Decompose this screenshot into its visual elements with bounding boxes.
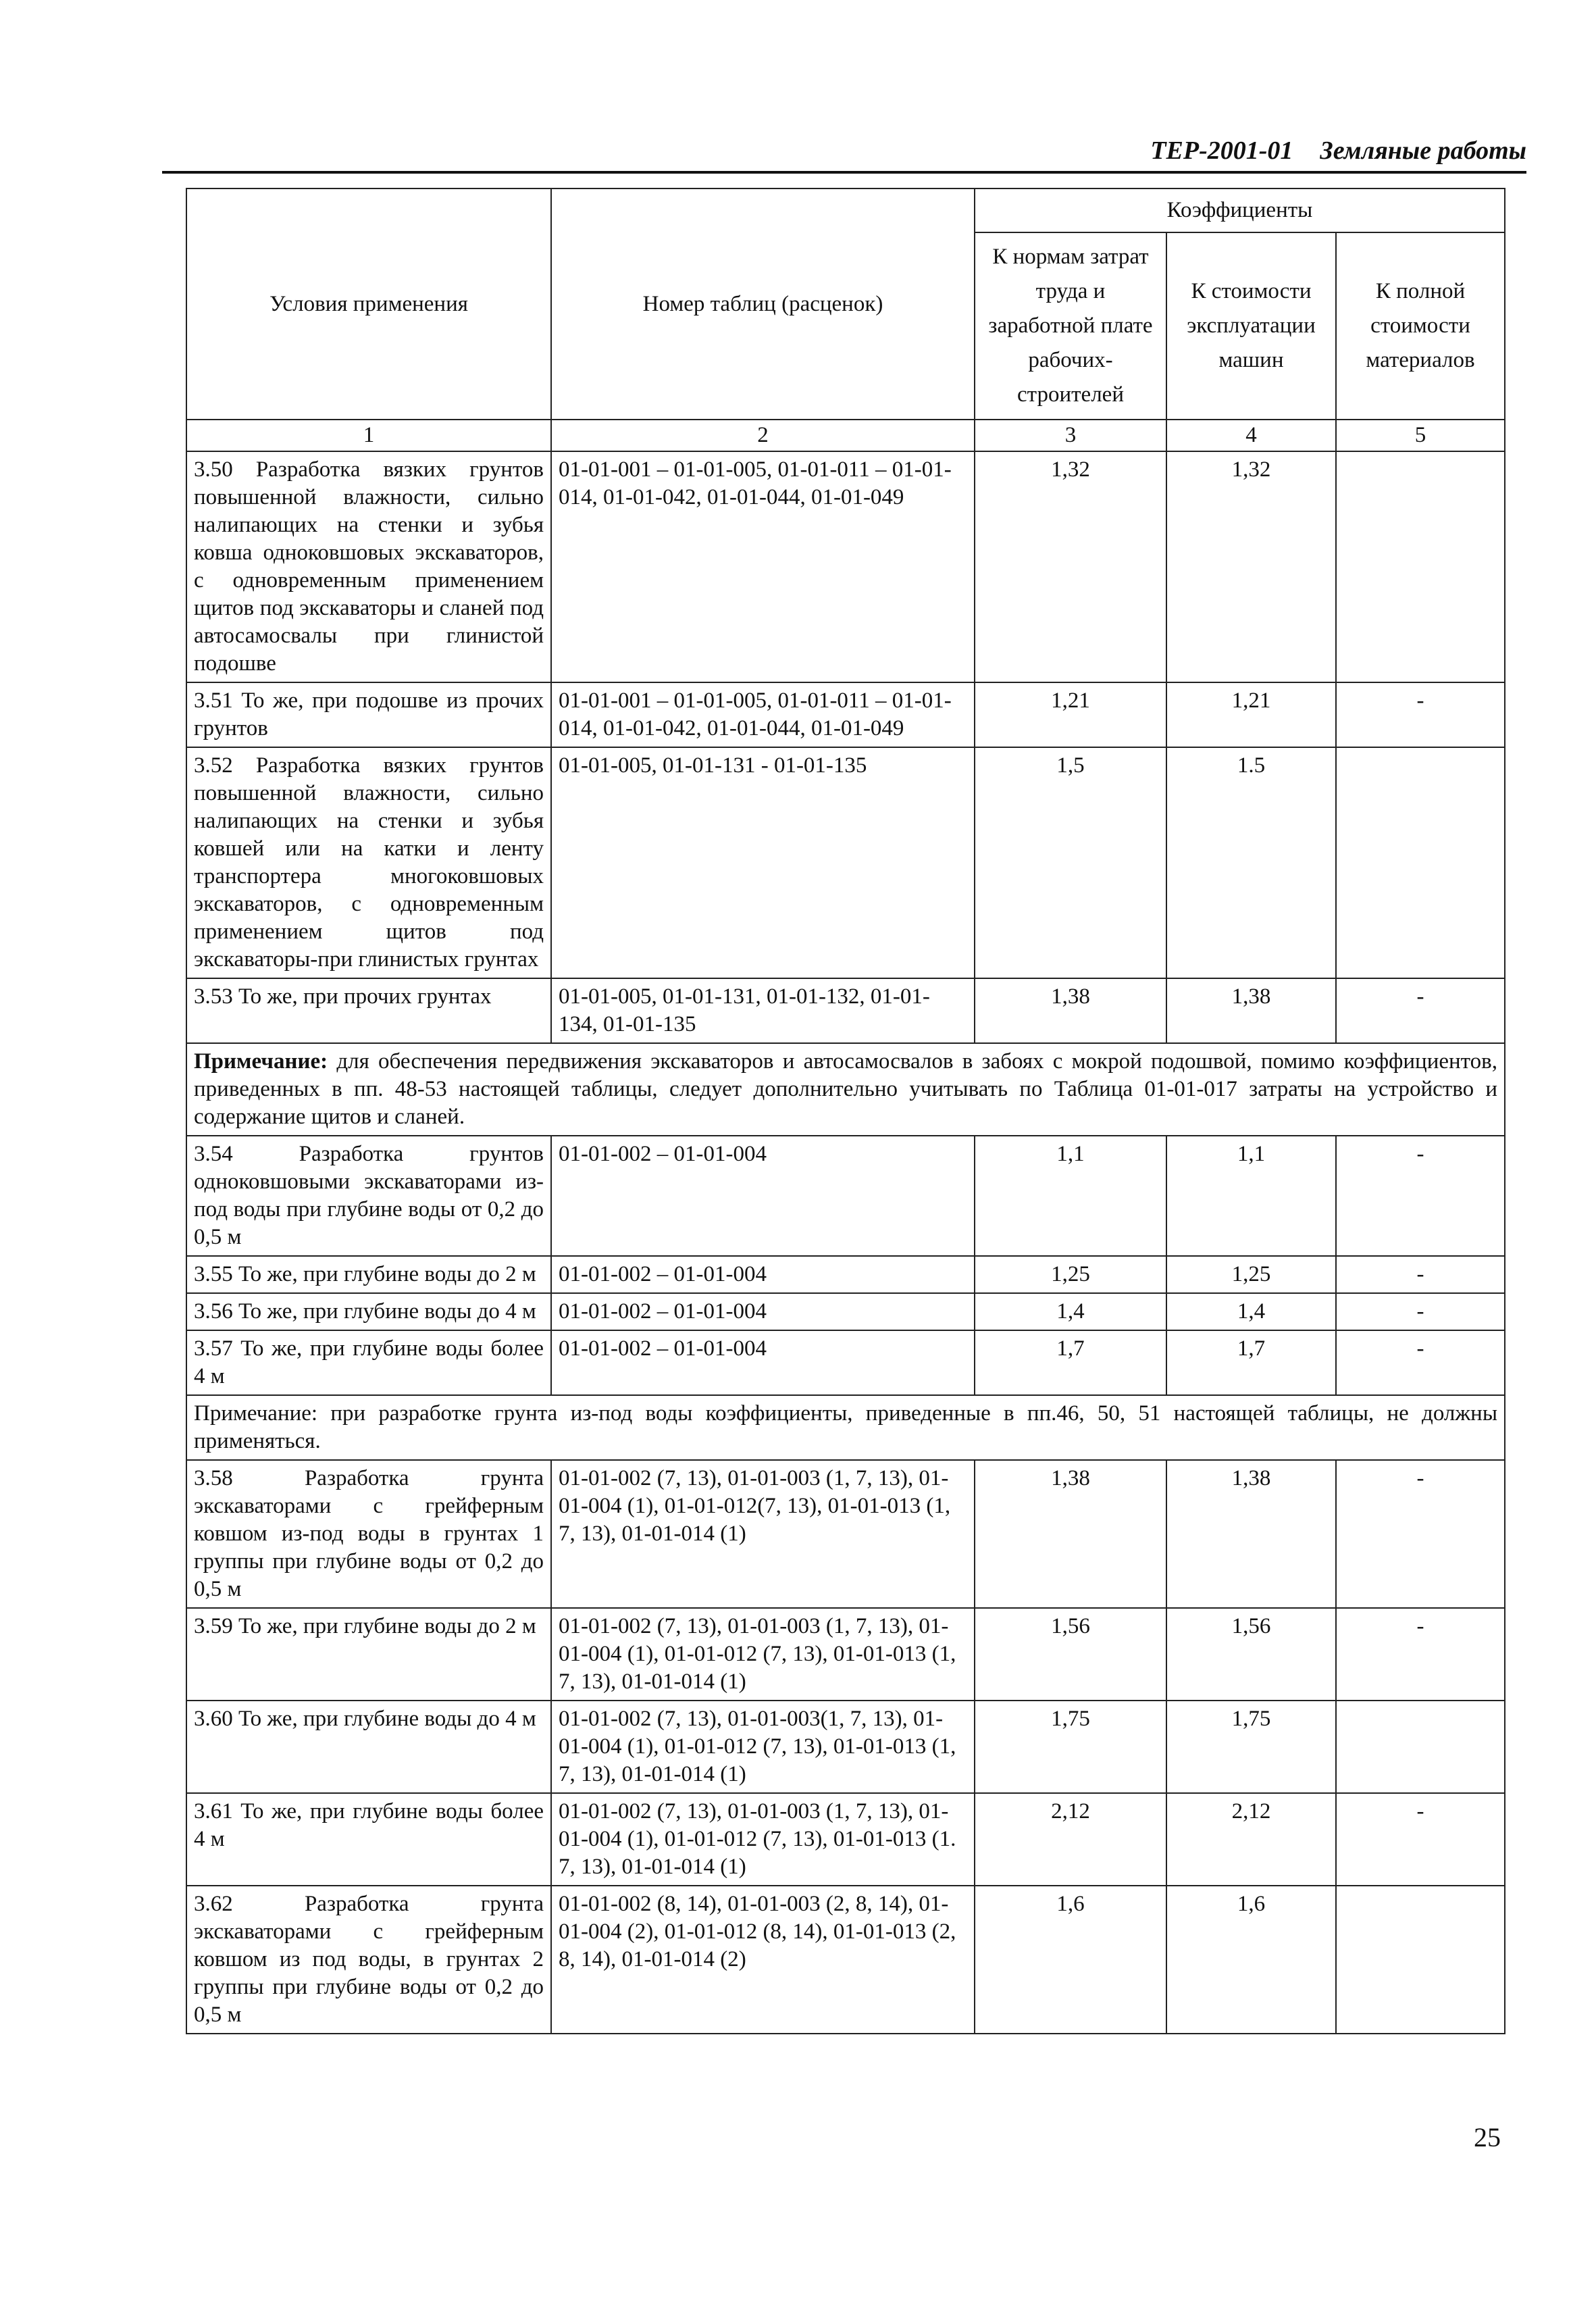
machines-coef-cell: 1,38 — [1166, 1460, 1336, 1608]
machines-coef-cell: 1,6 — [1166, 1886, 1336, 2034]
note-label: Примечание: — [194, 1049, 328, 1074]
labor-coef-cell: 1,25 — [975, 1256, 1166, 1293]
materials-coef-cell: - — [1336, 1293, 1505, 1330]
labor-coef-cell: 1,21 — [975, 682, 1166, 747]
machines-coef-cell: 1,75 — [1166, 1701, 1336, 1793]
materials-coef-cell: - — [1336, 978, 1505, 1043]
materials-coef-cell — [1336, 451, 1505, 682]
condition-cell: 3.62 Разработка грунта экскаваторами с грейферным ковшом из под воды, в грунтах 2 группы при глубине воды от 0,2 до 0,5 м — [186, 1886, 551, 2034]
condition-cell: 3.58 Разработка грунта экскаваторами с грейферным ковшом из-под воды в грунтах 1 группы при глубине воды от 0,2 до 0,5 м — [186, 1460, 551, 1608]
tables-cell: 01-01-001 – 01-01-005, 01-01-011 – 01-01-014, 01-01-042, 01-01-044, 01-01-049 — [551, 451, 975, 682]
labor-coef-cell: 2,12 — [975, 1793, 1166, 1886]
note-row — [186, 1043, 1505, 1136]
labor-coef-cell: 1,38 — [975, 1460, 1166, 1608]
document-code: ТЕР-2001-01 — [1150, 136, 1293, 165]
column-number: 4 — [1166, 420, 1336, 451]
coefficients-table — [186, 188, 1505, 2034]
header-rule — [162, 171, 1526, 174]
materials-coef-cell: - — [1336, 682, 1505, 747]
note-text: для обеспечения передвижения экскаваторов и автосамосвалов в забоях с мокрой подошвой, помимо коэффициентов, приведенных в пп. 48-53 настоящей таблицы, следует дополнительно учитывать по Таблица 01-01-017 затраты на устройство и содержание щитов и сланей. — [194, 1049, 1497, 1129]
note-cell — [186, 1395, 1505, 1460]
materials-coef-cell: - — [1336, 1256, 1505, 1293]
tables-cell: 01-01-005, 01-01-131 - 01-01-135 — [551, 747, 975, 978]
materials-coef-cell: - — [1336, 1330, 1505, 1395]
table-row — [186, 1886, 1505, 2034]
machines-coef-cell: 1,4 — [1166, 1293, 1336, 1330]
column-number: 1 — [186, 420, 551, 451]
tables-cell: 01-01-002 (8, 14), 01-01-003 (2, 8, 14), 01-01-004 (2), 01-01-012 (8, 14), 01-01-013 (2, 8, 14), 01-01-014 (2) — [551, 1886, 975, 2034]
tables-cell: 01-01-002 (7, 13), 01-01-003(1, 7, 13), 01-01-004 (1), 01-01-012 (7, 13), 01-01-013 (1, 7, 13), 01-01-014 (1) — [551, 1701, 975, 1793]
table-row — [186, 1701, 1505, 1793]
machines-coef-cell: 1,21 — [1166, 682, 1336, 747]
condition-cell: 3.57 То же, при глубине воды более 4 м — [186, 1330, 551, 1395]
note-row — [186, 1395, 1505, 1460]
labor-coef-cell: 1,38 — [975, 978, 1166, 1043]
header-condition: Условия применения — [186, 188, 551, 420]
table-row — [186, 1136, 1505, 1256]
table-row — [186, 1330, 1505, 1395]
materials-coef-cell: - — [1336, 1136, 1505, 1256]
header-materials: К полной стоимости материалов — [1336, 232, 1505, 420]
condition-cell: 3.51 То же, при подошве из прочих грунтов — [186, 682, 551, 747]
materials-coef-cell: - — [1336, 1460, 1505, 1608]
machines-coef-cell: 1,7 — [1166, 1330, 1336, 1395]
labor-coef-cell: 1,4 — [975, 1293, 1166, 1330]
table-row — [186, 451, 1505, 682]
materials-coef-cell — [1336, 1701, 1505, 1793]
table-row — [186, 978, 1505, 1043]
machines-coef-cell: 1,1 — [1166, 1136, 1336, 1256]
labor-coef-cell: 1,7 — [975, 1330, 1166, 1395]
header-machines: К стоимости эксплуатации машин — [1166, 232, 1336, 420]
table-row — [186, 747, 1505, 978]
table-row — [186, 1608, 1505, 1701]
condition-cell: 3.55 То же, при глубине воды до 2 м — [186, 1256, 551, 1293]
tables-cell: 01-01-002 (7, 13), 01-01-003 (1, 7, 13), 01-01-004 (1), 01-01-012(7, 13), 01-01-013 (1, 7, 13), 01-01-014 (1) — [551, 1460, 975, 1608]
tables-cell: 01-01-002 (7, 13), 01-01-003 (1, 7, 13), 01-01-004 (1), 01-01-012 (7, 13), 01-01-013 (1, 7, 13), 01-01-014 (1) — [551, 1608, 975, 1701]
labor-coef-cell: 1,1 — [975, 1136, 1166, 1256]
condition-cell: 3.56 То же, при глубине воды до 4 м — [186, 1293, 551, 1330]
column-numbers-row — [186, 420, 1505, 451]
running-title — [1150, 136, 1526, 166]
tables-cell: 01-01-002 – 01-01-004 — [551, 1330, 975, 1395]
machines-coef-cell: 1.5 — [1166, 747, 1336, 978]
column-number: 2 — [551, 420, 975, 451]
materials-coef-cell — [1336, 1886, 1505, 2034]
table-row — [186, 1256, 1505, 1293]
labor-coef-cell: 1,75 — [975, 1701, 1166, 1793]
condition-cell: 3.50 Разработка вязких грунтов повышенной влажности, сильно налипающих на стенки и зубья ковша одноковшовых экскаваторов, с одновременным применением щитов под экскаваторы и сланей под автосамосвалы при глинистой подошве — [186, 451, 551, 682]
table-row — [186, 682, 1505, 747]
machines-coef-cell: 1,38 — [1166, 978, 1336, 1043]
machines-coef-cell: 1,56 — [1166, 1608, 1336, 1701]
materials-coef-cell: - — [1336, 1608, 1505, 1701]
header-table-numbers: Номер таблиц (расценок) — [551, 188, 975, 420]
table-row — [186, 1293, 1505, 1330]
table-row — [186, 1460, 1505, 1608]
condition-cell: 3.61 То же, при глубине воды более 4 м — [186, 1793, 551, 1886]
note-text: Примечание: при разработке грунта из-под воды коэффициенты, приведенные в пп.46, 50, 51 настоящей таблицы, не должны применяться. — [194, 1401, 1497, 1453]
condition-cell: 3.59 То же, при глубине воды до 2 м — [186, 1608, 551, 1701]
labor-coef-cell: 1,6 — [975, 1886, 1166, 2034]
labor-coef-cell: 1,56 — [975, 1608, 1166, 1701]
machines-coef-cell: 1,25 — [1166, 1256, 1336, 1293]
column-number: 3 — [975, 420, 1166, 451]
labor-coef-cell: 1,32 — [975, 451, 1166, 682]
tables-cell: 01-01-002 – 01-01-004 — [551, 1293, 975, 1330]
table-row — [186, 1793, 1505, 1886]
condition-cell: 3.54 Разработка грунтов одноковшовыми экскаваторами из-под воды при глубине воды от 0,2 до 0,5 м — [186, 1136, 551, 1256]
materials-coef-cell — [1336, 747, 1505, 978]
page-header — [162, 132, 1526, 172]
materials-coef-cell: - — [1336, 1793, 1505, 1886]
header-labor: К нормам затрат труда и заработной плате рабочих-строителей — [975, 232, 1166, 420]
header-coefficients-group: Коэффициенты — [975, 188, 1505, 232]
tables-cell: 01-01-001 – 01-01-005, 01-01-011 – 01-01-014, 01-01-042, 01-01-044, 01-01-049 — [551, 682, 975, 747]
page-number: 25 — [1474, 2122, 1501, 2153]
column-number: 5 — [1336, 420, 1505, 451]
machines-coef-cell: 1,32 — [1166, 451, 1336, 682]
section-title: Земляные работы — [1320, 136, 1526, 165]
condition-cell: 3.53 То же, при прочих грунтах — [186, 978, 551, 1043]
tables-cell: 01-01-002 (7, 13), 01-01-003 (1, 7, 13), 01-01-004 (1), 01-01-012 (7, 13), 01-01-013 (1. 7, 13), 01-01-014 (1) — [551, 1793, 975, 1886]
tables-cell: 01-01-002 – 01-01-004 — [551, 1136, 975, 1256]
machines-coef-cell: 2,12 — [1166, 1793, 1336, 1886]
tables-cell: 01-01-005, 01-01-131, 01-01-132, 01-01-134, 01-01-135 — [551, 978, 975, 1043]
note-cell — [186, 1043, 1505, 1136]
condition-cell: 3.52 Разработка вязких грунтов повышенной влажности, сильно налипающих на стенки и зубья ковшей или на катки и ленту транспортера многоковшовых экскаваторов, с одновременным применением щитов под экскаваторы-при глинистых грунтах — [186, 747, 551, 978]
labor-coef-cell: 1,5 — [975, 747, 1166, 978]
condition-cell: 3.60 То же, при глубине воды до 4 м — [186, 1701, 551, 1793]
tables-cell: 01-01-002 – 01-01-004 — [551, 1256, 975, 1293]
